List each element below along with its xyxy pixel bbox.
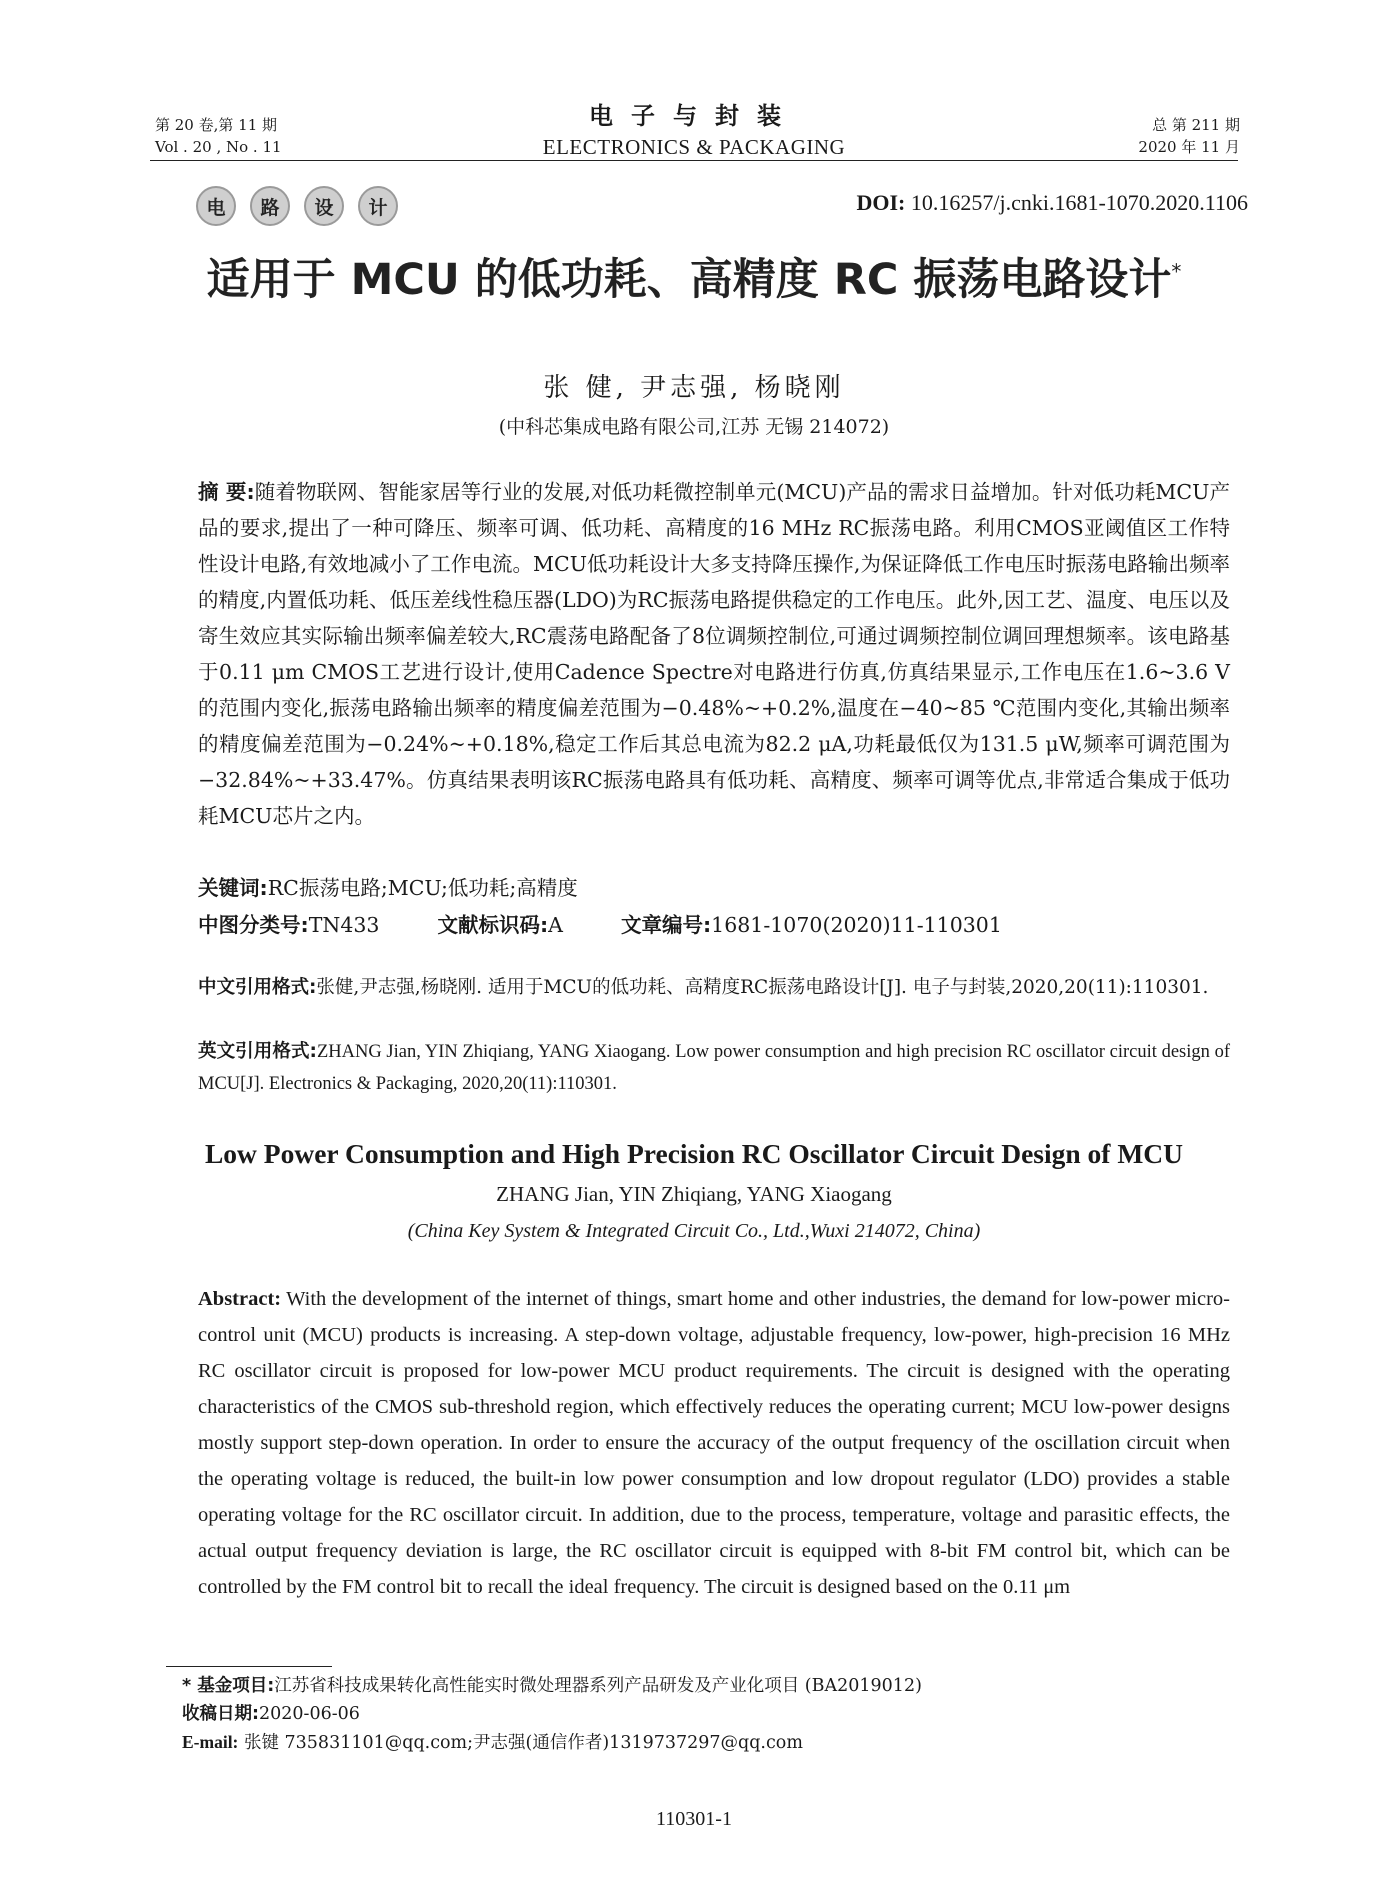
volume-en: Vol . 20 , No . 11 — [155, 138, 282, 156]
citation-en — [198, 1036, 1230, 1100]
affiliation-cn: (中科芯集成电路有限公司,江苏 无锡 214072) — [498, 416, 890, 438]
fund-text: 江苏省科技成果转化高性能实时微处理器系列产品研发及产业化项目 (BA2019012) — [274, 1676, 922, 1696]
journal-name-en: ELECTRONICS & PACKAGING — [542, 135, 846, 159]
doc-code-value: A — [548, 913, 563, 937]
doc-code-label: 文献标识码: — [437, 913, 549, 937]
citation-en-text: ZHANG Jian, YIN Zhiqiang, YANG Xiaogang. Low power consumption and high precision RC oscillator circuit design of MCU[J]. Electronics & Packaging, 2020,20(11):110301. — [198, 1042, 1230, 1094]
authors-cn: 张 健, 尹志强, 杨晓刚 — [543, 373, 845, 403]
section-tag-char: 路 — [250, 186, 290, 226]
abstract-cn-text: 随着物联网、智能家居等行业的发展,对低功耗微控制单元(MCU)产品的需求日益增加。针对低功耗MCU产品的要求,提出了一种可降压、频率可调、低功耗、高精度的16 MHz RC振荡电路。利用CMOS亚阈值区工作特性设计电路,有效地减小了工作电流。MCU低功耗设计大多支持降压操作,为保证降低工作电压时振荡电路输出频率的精度,内置低功耗、低压差线性稳压器(LDO)为RC振荡电路提供稳定的工作电压。此外,因工艺、温度、电压以及寄生效应其实际输出频率偏差较大,RC震荡电路配备了8位调频控制位,可通过调频控制位调回理想频率。该电路基于0.11 μm CMOS工艺进行设计,使用Cadence Spectre对电路进行仿真,仿真结果显示,工作电压在1.6~3.6 V的范围内变化,振荡电路输出频率的精度偏差范围为−0.48%~+0.2%,温度在−40~85 ℃范围内变化,其输出频率的精度偏差范围为−0.24%~+0.18%,稳定工作后其总电流为82.2 μA,功耗最低仅为131.5 μW,频率可调范围为−32.84%~+33.47%。仿真结果表明该RC振荡电路具有低功耗、高精度、频率可调等优点,非常适合集成于低功耗MCU芯片之内。 — [198, 480, 1230, 828]
authors-en: ZHANG Jian, YIN Zhiqiang, YANG Xiaogang — [496, 1182, 892, 1206]
citation-cn-text: 张健,尹志强,杨晓刚. 适用于MCU的低功耗、高精度RC振荡电路设计[J]. 电子与封装,2020,20(11):110301. — [316, 977, 1209, 998]
footnote-fund — [182, 1672, 922, 1700]
clc-label: 中图分类号: — [198, 913, 309, 937]
keywords-text: RC振荡电路;MCU;低功耗;高精度 — [267, 876, 578, 900]
paper-title-en: Low Power Consumption and High Precision RC Oscillator Circuit Design of MCU — [204, 1138, 1184, 1169]
footnote-email — [182, 1728, 803, 1757]
header-divider — [150, 160, 1238, 161]
received-text: 2020-06-06 — [259, 1704, 360, 1724]
section-tag — [196, 186, 398, 226]
keywords-label: 关键词: — [198, 876, 268, 900]
email-label: E-mail: — [182, 1732, 239, 1752]
fund-label: * 基金项目: — [182, 1676, 275, 1696]
header-issue-info — [1138, 114, 1240, 158]
abstract-en — [198, 1281, 1230, 1605]
email-text: 张键 735831101@qq.com;尹志强(通信作者)1319737297@qq.com — [243, 1733, 803, 1753]
volume-cn: 第 20 卷,第 11 期 — [155, 116, 278, 134]
abstract-en-label: Abstract: — [198, 1288, 282, 1310]
article-number-label: 文章编号: — [620, 913, 712, 937]
section-tag-char: 设 — [304, 186, 344, 226]
section-tag-char: 计 — [358, 186, 398, 226]
abstract-cn — [198, 474, 1230, 834]
citation-cn-label: 中文引用格式: — [198, 977, 317, 998]
affiliation-en: (China Key System & Integrated Circuit Co., Ltd.,Wuxi 214072, China) — [407, 1220, 981, 1242]
doi — [856, 190, 1248, 216]
keywords — [198, 870, 1230, 906]
citation-cn — [198, 972, 1230, 1004]
doi-value: 10.16257/j.cnki.1681-1070.2020.1106 — [910, 190, 1248, 215]
doi-label: DOI: — [856, 190, 906, 215]
abstract-en-text: With the development of the internet of things, smart home and other industries, the demand for low-power micro-control unit (MCU) products is increasing. A step-down voltage, adjustable frequency, low-power, high-precision 16 MHz RC oscillator circuit is proposed for low-power MCU product requirements. The circuit is designed with the operating characteristics of the CMOS sub-threshold region, which effectively reduces the operating current; MCU low-power designs mostly support step-down operation. In order to ensure the accuracy of the output frequency of the oscillation circuit when the operating voltage is reduced, the built-in low power consumption and low dropout regulator (LDO) provides a stable operating voltage for the RC oscillator circuit. In addition, due to the process, temperature, voltage and parasitic effects, the actual output frequency deviation is large, the RC oscillator circuit is equipped with 8-bit FM control bit, which can be controlled by the FM control bit to recall the ideal frequency. The circuit is designed based on the 0.11 μm — [198, 1288, 1231, 1598]
footnote-divider — [166, 1666, 332, 1667]
paper-title-text: 适用于 MCU 的低功耗、高精度 RC 振荡电路设计 — [206, 255, 1172, 305]
section-tag-char: 电 — [196, 186, 236, 226]
journal-name-cn: 电子与封装 — [589, 102, 799, 130]
received-label: 收稿日期: — [182, 1704, 259, 1724]
paper-title — [0, 246, 1388, 307]
abstract-cn-label: 摘 要: — [198, 480, 255, 504]
article-number-value: 1681-1070(2020)11-110301 — [711, 913, 1002, 937]
footnote-received — [182, 1700, 360, 1728]
issue-total: 总 第 211 期 — [1152, 116, 1240, 134]
classification-row — [198, 908, 1002, 938]
page-number: 110301-1 — [656, 1808, 732, 1830]
issue-date: 2020 年 11 月 — [1138, 138, 1240, 156]
clc-value: TN433 — [308, 913, 380, 937]
citation-en-label: 英文引用格式: — [198, 1041, 317, 1062]
title-footnote-mark: * — [1171, 259, 1182, 284]
